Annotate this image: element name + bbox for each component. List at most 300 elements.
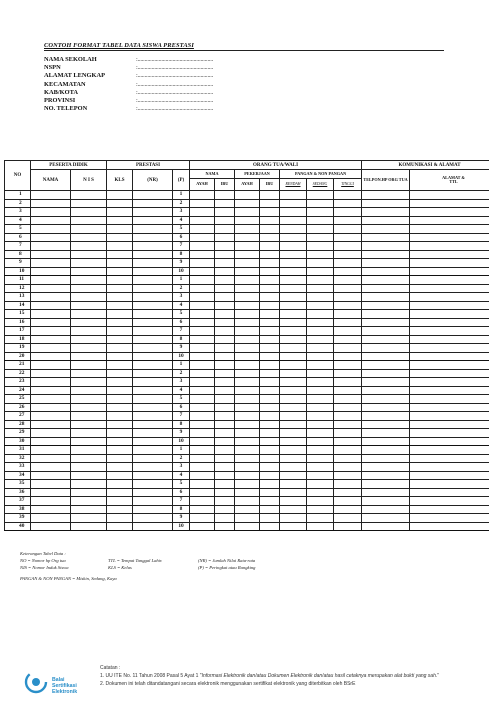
table-cell[interactable] bbox=[410, 259, 489, 268]
table-cell[interactable] bbox=[190, 412, 215, 421]
table-cell[interactable] bbox=[235, 208, 260, 217]
table-cell[interactable] bbox=[133, 225, 173, 234]
table-cell[interactable] bbox=[31, 488, 71, 497]
table-cell[interactable] bbox=[107, 395, 133, 404]
table-cell[interactable] bbox=[280, 310, 307, 319]
table-cell[interactable] bbox=[280, 505, 307, 514]
table-cell[interactable] bbox=[133, 301, 173, 310]
table-cell[interactable] bbox=[235, 267, 260, 276]
table-cell[interactable] bbox=[410, 191, 489, 200]
table-cell[interactable] bbox=[215, 412, 235, 421]
table-cell[interactable] bbox=[362, 454, 410, 463]
table-cell[interactable] bbox=[133, 429, 173, 438]
table-cell[interactable] bbox=[260, 267, 280, 276]
table-cell[interactable] bbox=[362, 480, 410, 489]
table-cell[interactable] bbox=[71, 208, 107, 217]
table-cell[interactable] bbox=[260, 497, 280, 506]
table-cell[interactable] bbox=[235, 361, 260, 370]
table-cell[interactable] bbox=[307, 191, 334, 200]
info-value-field[interactable]: :...................................................... bbox=[136, 81, 213, 89]
table-cell[interactable] bbox=[71, 514, 107, 523]
table-cell[interactable] bbox=[307, 199, 334, 208]
table-cell[interactable] bbox=[133, 216, 173, 225]
table-cell[interactable] bbox=[107, 242, 133, 251]
table-cell[interactable] bbox=[235, 429, 260, 438]
table-cell[interactable] bbox=[334, 352, 362, 361]
table-cell[interactable] bbox=[307, 437, 334, 446]
table-cell[interactable] bbox=[215, 361, 235, 370]
table-cell[interactable] bbox=[107, 488, 133, 497]
table-cell[interactable] bbox=[215, 420, 235, 429]
table-cell[interactable] bbox=[71, 437, 107, 446]
table-cell[interactable] bbox=[410, 429, 489, 438]
table-cell[interactable] bbox=[334, 480, 362, 489]
table-cell[interactable] bbox=[31, 242, 71, 251]
table-cell[interactable] bbox=[107, 310, 133, 319]
table-cell[interactable] bbox=[107, 191, 133, 200]
table-cell[interactable] bbox=[31, 378, 71, 387]
table-cell[interactable] bbox=[362, 284, 410, 293]
table-cell[interactable] bbox=[410, 208, 489, 217]
table-cell[interactable] bbox=[31, 335, 71, 344]
table-cell[interactable] bbox=[307, 327, 334, 336]
table-cell[interactable] bbox=[190, 335, 215, 344]
table-cell[interactable] bbox=[410, 284, 489, 293]
table-cell[interactable] bbox=[215, 471, 235, 480]
table-cell[interactable] bbox=[307, 233, 334, 242]
table-cell[interactable] bbox=[410, 310, 489, 319]
table-cell[interactable] bbox=[307, 344, 334, 353]
table-cell[interactable] bbox=[215, 233, 235, 242]
table-cell[interactable] bbox=[362, 352, 410, 361]
table-cell[interactable] bbox=[260, 250, 280, 259]
table-cell[interactable] bbox=[307, 284, 334, 293]
table-cell[interactable] bbox=[107, 216, 133, 225]
table-cell[interactable] bbox=[280, 327, 307, 336]
table-cell[interactable] bbox=[307, 412, 334, 421]
table-cell[interactable] bbox=[410, 335, 489, 344]
table-cell[interactable] bbox=[31, 191, 71, 200]
table-cell[interactable] bbox=[31, 514, 71, 523]
table-cell[interactable] bbox=[410, 403, 489, 412]
table-cell[interactable] bbox=[133, 369, 173, 378]
table-cell[interactable] bbox=[71, 471, 107, 480]
table-cell[interactable] bbox=[31, 361, 71, 370]
table-cell[interactable] bbox=[133, 284, 173, 293]
table-cell[interactable] bbox=[133, 352, 173, 361]
table-cell[interactable] bbox=[71, 352, 107, 361]
table-cell[interactable] bbox=[133, 403, 173, 412]
table-cell[interactable] bbox=[215, 395, 235, 404]
table-cell[interactable] bbox=[307, 267, 334, 276]
table-cell[interactable] bbox=[215, 352, 235, 361]
table-cell[interactable] bbox=[410, 505, 489, 514]
table-cell[interactable] bbox=[133, 463, 173, 472]
table-cell[interactable] bbox=[280, 293, 307, 302]
table-cell[interactable] bbox=[133, 497, 173, 506]
table-cell[interactable] bbox=[307, 378, 334, 387]
table-cell[interactable] bbox=[190, 378, 215, 387]
table-cell[interactable] bbox=[107, 378, 133, 387]
table-cell[interactable] bbox=[190, 361, 215, 370]
table-cell[interactable] bbox=[235, 480, 260, 489]
table-cell[interactable] bbox=[190, 488, 215, 497]
table-cell[interactable] bbox=[260, 233, 280, 242]
table-cell[interactable] bbox=[107, 446, 133, 455]
table-cell[interactable] bbox=[215, 225, 235, 234]
table-cell[interactable] bbox=[280, 437, 307, 446]
table-cell[interactable] bbox=[362, 412, 410, 421]
table-cell[interactable] bbox=[71, 233, 107, 242]
table-cell[interactable] bbox=[334, 369, 362, 378]
table-cell[interactable] bbox=[133, 327, 173, 336]
table-cell[interactable] bbox=[235, 242, 260, 251]
table-cell[interactable] bbox=[190, 522, 215, 531]
table-cell[interactable] bbox=[235, 344, 260, 353]
table-cell[interactable] bbox=[410, 267, 489, 276]
table-cell[interactable] bbox=[235, 199, 260, 208]
table-cell[interactable] bbox=[280, 361, 307, 370]
table-cell[interactable] bbox=[334, 420, 362, 429]
table-cell[interactable] bbox=[107, 522, 133, 531]
table-cell[interactable] bbox=[410, 522, 489, 531]
table-cell[interactable] bbox=[235, 233, 260, 242]
table-cell[interactable] bbox=[31, 420, 71, 429]
table-cell[interactable] bbox=[215, 284, 235, 293]
table-cell[interactable] bbox=[362, 420, 410, 429]
table-cell[interactable] bbox=[107, 208, 133, 217]
table-cell[interactable] bbox=[260, 335, 280, 344]
table-cell[interactable] bbox=[31, 437, 71, 446]
table-cell[interactable] bbox=[260, 420, 280, 429]
table-cell[interactable] bbox=[362, 361, 410, 370]
table-cell[interactable] bbox=[71, 242, 107, 251]
table-cell[interactable] bbox=[280, 259, 307, 268]
table-cell[interactable] bbox=[107, 463, 133, 472]
table-cell[interactable] bbox=[362, 335, 410, 344]
info-value-field[interactable]: :...................................................... bbox=[136, 72, 213, 80]
table-cell[interactable] bbox=[235, 522, 260, 531]
table-cell[interactable] bbox=[334, 505, 362, 514]
table-cell[interactable] bbox=[307, 361, 334, 370]
table-cell[interactable] bbox=[410, 497, 489, 506]
table-cell[interactable] bbox=[280, 208, 307, 217]
table-cell[interactable] bbox=[410, 471, 489, 480]
table-cell[interactable] bbox=[107, 284, 133, 293]
table-cell[interactable] bbox=[190, 437, 215, 446]
table-cell[interactable] bbox=[133, 386, 173, 395]
table-cell[interactable] bbox=[334, 208, 362, 217]
table-cell[interactable] bbox=[71, 454, 107, 463]
table-cell[interactable] bbox=[133, 454, 173, 463]
table-cell[interactable] bbox=[235, 225, 260, 234]
table-cell[interactable] bbox=[260, 276, 280, 285]
table-cell[interactable] bbox=[107, 454, 133, 463]
table-cell[interactable] bbox=[334, 454, 362, 463]
table-cell[interactable] bbox=[133, 318, 173, 327]
table-cell[interactable] bbox=[215, 446, 235, 455]
table-cell[interactable] bbox=[215, 293, 235, 302]
table-cell[interactable] bbox=[307, 310, 334, 319]
table-cell[interactable] bbox=[31, 386, 71, 395]
table-cell[interactable] bbox=[235, 514, 260, 523]
table-cell[interactable] bbox=[362, 471, 410, 480]
table-cell[interactable] bbox=[31, 293, 71, 302]
table-cell[interactable] bbox=[307, 335, 334, 344]
table-cell[interactable] bbox=[235, 395, 260, 404]
table-cell[interactable] bbox=[410, 395, 489, 404]
table-cell[interactable] bbox=[215, 199, 235, 208]
table-cell[interactable] bbox=[362, 301, 410, 310]
table-cell[interactable] bbox=[133, 471, 173, 480]
table-cell[interactable] bbox=[334, 310, 362, 319]
table-cell[interactable] bbox=[190, 403, 215, 412]
table-cell[interactable] bbox=[410, 293, 489, 302]
table-cell[interactable] bbox=[260, 301, 280, 310]
table-cell[interactable] bbox=[190, 284, 215, 293]
table-cell[interactable] bbox=[71, 378, 107, 387]
table-cell[interactable] bbox=[260, 225, 280, 234]
table-cell[interactable] bbox=[280, 318, 307, 327]
table-cell[interactable] bbox=[31, 233, 71, 242]
table-cell[interactable] bbox=[133, 293, 173, 302]
table-cell[interactable] bbox=[260, 412, 280, 421]
table-cell[interactable] bbox=[362, 378, 410, 387]
table-cell[interactable] bbox=[215, 454, 235, 463]
table-cell[interactable] bbox=[307, 488, 334, 497]
table-cell[interactable] bbox=[133, 344, 173, 353]
table-cell[interactable] bbox=[133, 233, 173, 242]
table-cell[interactable] bbox=[190, 208, 215, 217]
table-cell[interactable] bbox=[71, 429, 107, 438]
table-cell[interactable] bbox=[190, 454, 215, 463]
table-cell[interactable] bbox=[71, 403, 107, 412]
table-cell[interactable] bbox=[334, 446, 362, 455]
table-cell[interactable] bbox=[334, 318, 362, 327]
table-cell[interactable] bbox=[190, 463, 215, 472]
table-cell[interactable] bbox=[280, 191, 307, 200]
table-cell[interactable] bbox=[362, 344, 410, 353]
table-cell[interactable] bbox=[334, 276, 362, 285]
table-cell[interactable] bbox=[410, 386, 489, 395]
table-cell[interactable] bbox=[215, 369, 235, 378]
table-cell[interactable] bbox=[190, 369, 215, 378]
table-cell[interactable] bbox=[235, 191, 260, 200]
table-cell[interactable] bbox=[71, 369, 107, 378]
table-cell[interactable] bbox=[280, 267, 307, 276]
table-cell[interactable] bbox=[71, 488, 107, 497]
table-cell[interactable] bbox=[334, 216, 362, 225]
info-value-field[interactable]: :...................................................... bbox=[136, 64, 213, 72]
table-cell[interactable] bbox=[235, 335, 260, 344]
table-cell[interactable] bbox=[280, 463, 307, 472]
table-cell[interactable] bbox=[190, 250, 215, 259]
table-cell[interactable] bbox=[215, 318, 235, 327]
table-cell[interactable] bbox=[107, 233, 133, 242]
table-cell[interactable] bbox=[410, 233, 489, 242]
table-cell[interactable] bbox=[307, 225, 334, 234]
table-cell[interactable] bbox=[31, 276, 71, 285]
table-cell[interactable] bbox=[307, 463, 334, 472]
table-cell[interactable] bbox=[133, 267, 173, 276]
table-cell[interactable] bbox=[71, 505, 107, 514]
table-cell[interactable] bbox=[190, 446, 215, 455]
table-cell[interactable] bbox=[31, 344, 71, 353]
table-cell[interactable] bbox=[334, 497, 362, 506]
table-cell[interactable] bbox=[31, 301, 71, 310]
table-cell[interactable] bbox=[334, 522, 362, 531]
table-cell[interactable] bbox=[280, 378, 307, 387]
table-cell[interactable] bbox=[133, 437, 173, 446]
table-cell[interactable] bbox=[215, 242, 235, 251]
table-cell[interactable] bbox=[260, 514, 280, 523]
table-cell[interactable] bbox=[215, 429, 235, 438]
table-cell[interactable] bbox=[235, 301, 260, 310]
table-cell[interactable] bbox=[71, 225, 107, 234]
table-cell[interactable] bbox=[190, 293, 215, 302]
table-cell[interactable] bbox=[107, 352, 133, 361]
table-cell[interactable] bbox=[190, 267, 215, 276]
table-cell[interactable] bbox=[260, 352, 280, 361]
table-cell[interactable] bbox=[362, 191, 410, 200]
table-cell[interactable] bbox=[235, 446, 260, 455]
table-cell[interactable] bbox=[190, 216, 215, 225]
table-cell[interactable] bbox=[107, 420, 133, 429]
table-cell[interactable] bbox=[190, 420, 215, 429]
table-cell[interactable] bbox=[31, 369, 71, 378]
table-cell[interactable] bbox=[190, 505, 215, 514]
table-cell[interactable] bbox=[235, 369, 260, 378]
table-cell[interactable] bbox=[280, 497, 307, 506]
table-cell[interactable] bbox=[215, 335, 235, 344]
table-cell[interactable] bbox=[410, 446, 489, 455]
table-cell[interactable] bbox=[410, 369, 489, 378]
table-cell[interactable] bbox=[71, 199, 107, 208]
table-cell[interactable] bbox=[190, 514, 215, 523]
table-cell[interactable] bbox=[260, 216, 280, 225]
table-cell[interactable] bbox=[334, 344, 362, 353]
table-cell[interactable] bbox=[334, 471, 362, 480]
table-cell[interactable] bbox=[71, 480, 107, 489]
table-cell[interactable] bbox=[235, 412, 260, 421]
table-cell[interactable] bbox=[31, 412, 71, 421]
table-cell[interactable] bbox=[307, 242, 334, 251]
table-cell[interactable] bbox=[362, 463, 410, 472]
table-cell[interactable] bbox=[307, 318, 334, 327]
table-cell[interactable] bbox=[362, 310, 410, 319]
table-cell[interactable] bbox=[410, 488, 489, 497]
table-cell[interactable] bbox=[71, 276, 107, 285]
table-cell[interactable] bbox=[362, 327, 410, 336]
table-cell[interactable] bbox=[362, 505, 410, 514]
table-cell[interactable] bbox=[107, 429, 133, 438]
table-cell[interactable] bbox=[107, 403, 133, 412]
table-cell[interactable] bbox=[334, 225, 362, 234]
table-cell[interactable] bbox=[215, 514, 235, 523]
table-cell[interactable] bbox=[215, 276, 235, 285]
table-cell[interactable] bbox=[307, 480, 334, 489]
table-cell[interactable] bbox=[71, 216, 107, 225]
table-cell[interactable] bbox=[235, 488, 260, 497]
table-cell[interactable] bbox=[107, 386, 133, 395]
table-cell[interactable] bbox=[71, 293, 107, 302]
table-cell[interactable] bbox=[260, 369, 280, 378]
table-cell[interactable] bbox=[190, 199, 215, 208]
info-value-field[interactable]: :...................................................... bbox=[136, 56, 213, 64]
table-cell[interactable] bbox=[307, 505, 334, 514]
table-cell[interactable] bbox=[362, 259, 410, 268]
table-cell[interactable] bbox=[362, 429, 410, 438]
table-cell[interactable] bbox=[31, 446, 71, 455]
table-cell[interactable] bbox=[31, 497, 71, 506]
table-cell[interactable] bbox=[190, 480, 215, 489]
table-cell[interactable] bbox=[260, 293, 280, 302]
table-cell[interactable] bbox=[280, 471, 307, 480]
table-cell[interactable] bbox=[215, 301, 235, 310]
table-cell[interactable] bbox=[133, 514, 173, 523]
table-cell[interactable] bbox=[334, 361, 362, 370]
table-cell[interactable] bbox=[31, 216, 71, 225]
table-cell[interactable] bbox=[133, 412, 173, 421]
table-cell[interactable] bbox=[410, 344, 489, 353]
table-cell[interactable] bbox=[280, 429, 307, 438]
table-cell[interactable] bbox=[190, 344, 215, 353]
table-cell[interactable] bbox=[410, 318, 489, 327]
table-cell[interactable] bbox=[280, 488, 307, 497]
table-cell[interactable] bbox=[260, 488, 280, 497]
table-cell[interactable] bbox=[410, 437, 489, 446]
table-cell[interactable] bbox=[280, 352, 307, 361]
table-cell[interactable] bbox=[107, 514, 133, 523]
table-cell[interactable] bbox=[280, 233, 307, 242]
table-cell[interactable] bbox=[260, 446, 280, 455]
table-cell[interactable] bbox=[362, 522, 410, 531]
table-cell[interactable] bbox=[410, 242, 489, 251]
table-cell[interactable] bbox=[334, 233, 362, 242]
table-cell[interactable] bbox=[260, 242, 280, 251]
table-cell[interactable] bbox=[71, 301, 107, 310]
table-cell[interactable] bbox=[215, 463, 235, 472]
table-cell[interactable] bbox=[410, 276, 489, 285]
table-cell[interactable] bbox=[260, 284, 280, 293]
table-cell[interactable] bbox=[235, 216, 260, 225]
table-cell[interactable] bbox=[334, 267, 362, 276]
table-cell[interactable] bbox=[31, 480, 71, 489]
table-cell[interactable] bbox=[215, 327, 235, 336]
table-cell[interactable] bbox=[410, 216, 489, 225]
table-cell[interactable] bbox=[362, 233, 410, 242]
table-cell[interactable] bbox=[133, 420, 173, 429]
table-cell[interactable] bbox=[107, 344, 133, 353]
table-cell[interactable] bbox=[260, 480, 280, 489]
table-cell[interactable] bbox=[362, 446, 410, 455]
table-cell[interactable] bbox=[235, 293, 260, 302]
table-cell[interactable] bbox=[280, 454, 307, 463]
table-cell[interactable] bbox=[410, 352, 489, 361]
table-cell[interactable] bbox=[215, 480, 235, 489]
table-cell[interactable] bbox=[71, 267, 107, 276]
table-cell[interactable] bbox=[235, 327, 260, 336]
info-value-field[interactable]: :...................................................... bbox=[136, 97, 213, 105]
table-cell[interactable] bbox=[133, 335, 173, 344]
table-cell[interactable] bbox=[235, 420, 260, 429]
table-cell[interactable] bbox=[31, 267, 71, 276]
table-cell[interactable] bbox=[215, 488, 235, 497]
table-cell[interactable] bbox=[280, 386, 307, 395]
table-cell[interactable] bbox=[190, 497, 215, 506]
table-cell[interactable] bbox=[31, 208, 71, 217]
table-cell[interactable] bbox=[260, 327, 280, 336]
